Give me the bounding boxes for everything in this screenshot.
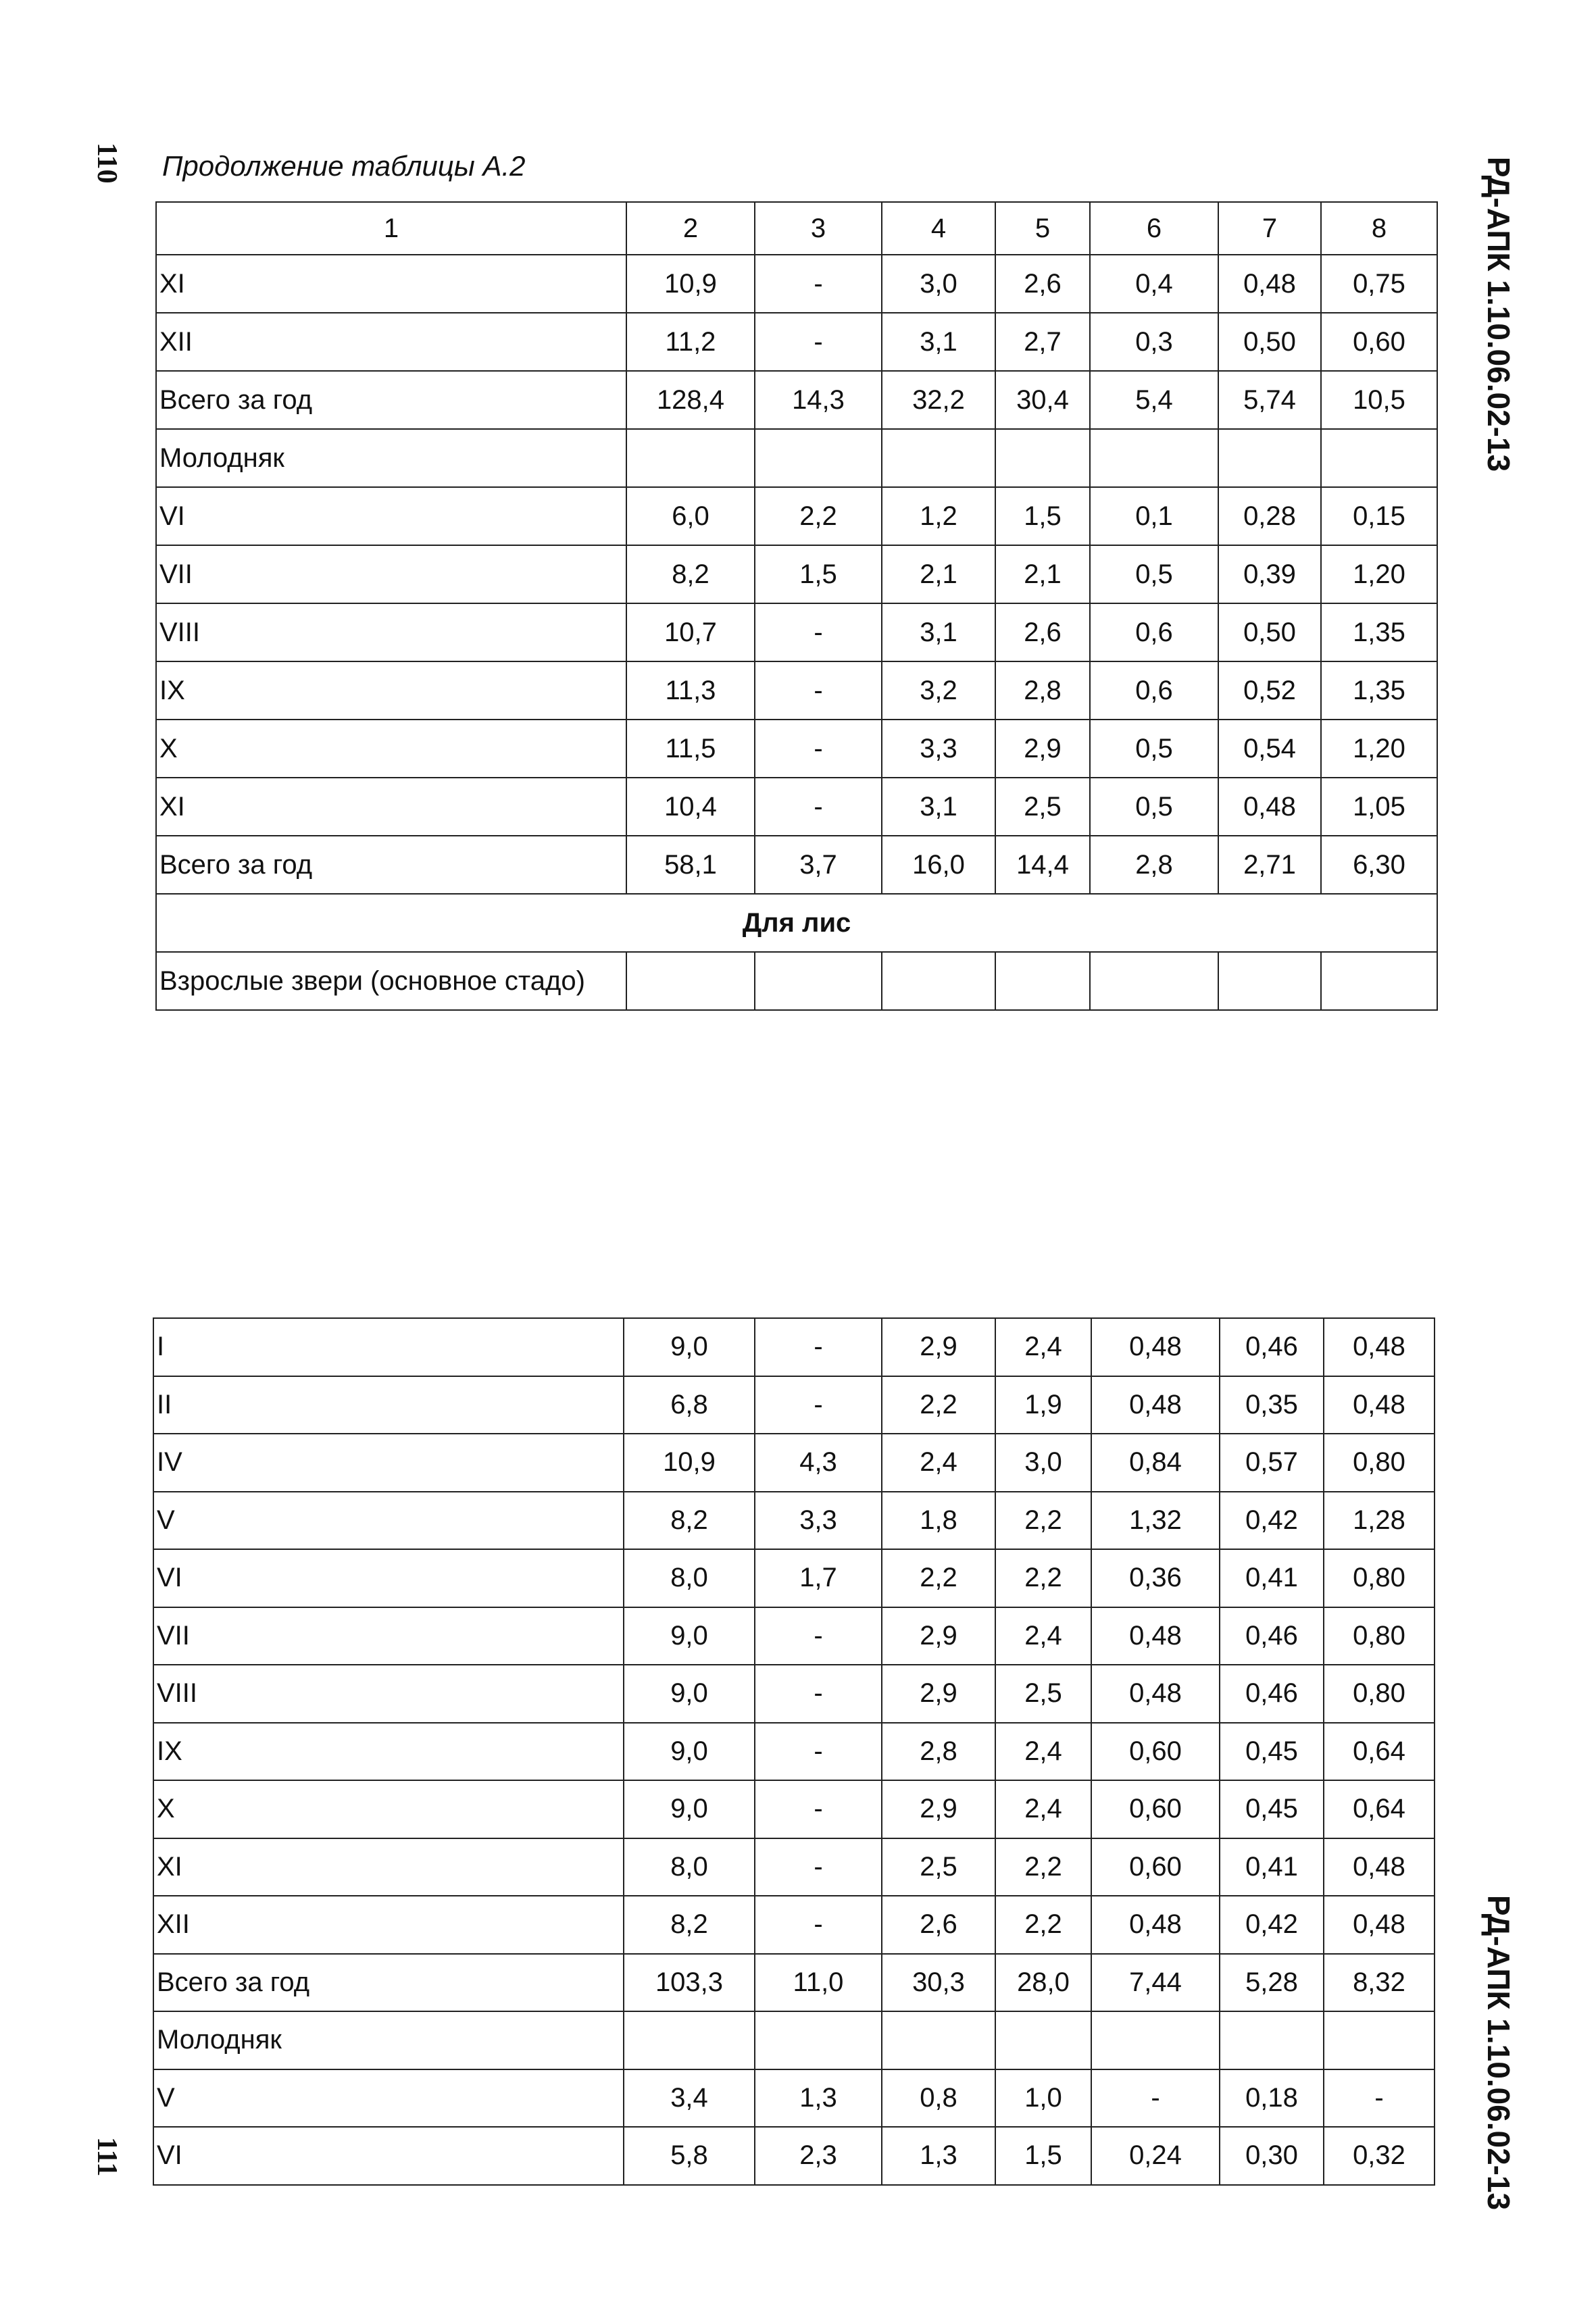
table-cell: 0,24 — [1091, 2127, 1220, 2185]
section-row — [156, 894, 1437, 952]
table-cell: 10,9 — [624, 1434, 755, 1492]
table-cell: - — [1091, 2069, 1220, 2128]
table-cell: 0,36 — [1091, 1549, 1220, 1607]
table-cell: 0,52 — [1218, 661, 1321, 720]
table-bottom — [153, 1317, 1435, 2186]
table-cell: 0,80 — [1324, 1665, 1435, 1723]
table-cell: - — [755, 1896, 882, 1954]
table-row — [156, 720, 1437, 778]
row-label: XI — [156, 255, 626, 313]
table-row — [153, 1896, 1435, 1954]
table-cell: 8,0 — [624, 1549, 755, 1607]
table-cell: 0,39 — [1218, 545, 1321, 603]
table-cell: 0,41 — [1220, 1549, 1324, 1607]
table-cell: 0,50 — [1218, 603, 1321, 661]
table-cell: 2,4 — [995, 1723, 1091, 1781]
table-cell: 0,5 — [1090, 720, 1218, 778]
table-cell: 2,9 — [882, 1780, 995, 1838]
table-cell: 3,3 — [755, 1492, 882, 1550]
row-label: XI — [153, 1838, 624, 1896]
table-cell: 0,57 — [1220, 1434, 1324, 1492]
table-top — [155, 201, 1438, 1011]
header-cell: 8 — [1321, 202, 1437, 255]
table-cell: 3,2 — [882, 661, 995, 720]
section-title: Для лис — [156, 894, 1437, 952]
table-cell: 2,8 — [882, 1723, 995, 1781]
table-row — [153, 1780, 1435, 1838]
table-cell — [995, 2011, 1091, 2069]
table-cell — [1321, 952, 1437, 1010]
table-cell: 9,0 — [624, 1665, 755, 1723]
table-cell: 1,7 — [755, 1549, 882, 1607]
header-cell: 3 — [755, 202, 882, 255]
table-cell: 0,80 — [1324, 1607, 1435, 1665]
table-cell: 1,2 — [882, 487, 995, 545]
table-cell: 0,48 — [1091, 1318, 1220, 1376]
table-cell: 1,3 — [882, 2127, 995, 2185]
row-label: Взрослые звери (основное стадо) — [156, 952, 626, 1010]
table-row — [156, 778, 1437, 836]
table-cell: 0,48 — [1218, 255, 1321, 313]
table-cell: 0,80 — [1324, 1434, 1435, 1492]
header-cell: 7 — [1218, 202, 1321, 255]
table-cell: 28,0 — [995, 1954, 1091, 2012]
table-row — [153, 1434, 1435, 1492]
table-cell: 0,42 — [1220, 1492, 1324, 1550]
table-cell: 10,9 — [626, 255, 755, 313]
row-label: VII — [156, 545, 626, 603]
table-cell: 9,0 — [624, 1723, 755, 1781]
page-number-bottom: 111 — [91, 2137, 122, 2177]
table-cell: 5,74 — [1218, 371, 1321, 429]
row-label: VIII — [153, 1665, 624, 1723]
table-cell: 10,4 — [626, 778, 755, 836]
table-cell: 2,6 — [882, 1896, 995, 1954]
table-cell: 0,5 — [1090, 778, 1218, 836]
table-cell — [1321, 429, 1437, 487]
table-cell — [882, 429, 995, 487]
row-label: IV — [153, 1434, 624, 1492]
table-row — [153, 1607, 1435, 1665]
table-cell: 11,5 — [626, 720, 755, 778]
table-cell: 1,9 — [995, 1376, 1091, 1434]
table-cell — [1220, 2011, 1324, 2069]
table-cell: 0,45 — [1220, 1780, 1324, 1838]
table-cell: 2,6 — [995, 603, 1090, 661]
table-cell: 32,2 — [882, 371, 995, 429]
row-label: V — [153, 2069, 624, 2128]
table-row — [156, 545, 1437, 603]
table-cell — [1218, 952, 1321, 1010]
table-cell: 2,1 — [882, 545, 995, 603]
table-cell: 30,4 — [995, 371, 1090, 429]
table-cell: - — [755, 1376, 882, 1434]
table-cell: 1,3 — [755, 2069, 882, 2128]
table-cell: 2,5 — [995, 778, 1090, 836]
row-label: XII — [153, 1896, 624, 1954]
table-cell: 0,48 — [1091, 1665, 1220, 1723]
table-cell — [995, 952, 1090, 1010]
table-cell: - — [755, 255, 882, 313]
table-cell: 0,46 — [1220, 1665, 1324, 1723]
table-row — [153, 1549, 1435, 1607]
table-cell: 0,18 — [1220, 2069, 1324, 2128]
table-cell: 5,4 — [1090, 371, 1218, 429]
table-cell: 1,5 — [995, 2127, 1091, 2185]
table-row — [156, 371, 1437, 429]
page-number-top: 110 — [91, 143, 122, 184]
table-cell: 0,3 — [1090, 313, 1218, 371]
table-cell: 0,48 — [1324, 1896, 1435, 1954]
row-label: Всего за год — [156, 371, 626, 429]
row-label: Всего за год — [156, 836, 626, 894]
table-cell: - — [755, 1607, 882, 1665]
table-cell: 0,42 — [1220, 1896, 1324, 1954]
table-cell — [882, 952, 995, 1010]
table-cell: 3,3 — [882, 720, 995, 778]
table-cell: 2,4 — [995, 1607, 1091, 1665]
row-label: IX — [156, 661, 626, 720]
table-cell: 0,48 — [1091, 1896, 1220, 1954]
table-cell: 1,32 — [1091, 1492, 1220, 1550]
table-cell: 11,3 — [626, 661, 755, 720]
table-cell: 0,60 — [1091, 1780, 1220, 1838]
table-cell: 0,48 — [1091, 1376, 1220, 1434]
table-cell: 0,54 — [1218, 720, 1321, 778]
table-cell: 1,20 — [1321, 545, 1437, 603]
table-cell: 103,3 — [624, 1954, 755, 2012]
table-cell — [755, 2011, 882, 2069]
table-cell: 10,7 — [626, 603, 755, 661]
table-cell: 3,0 — [882, 255, 995, 313]
table-row — [156, 255, 1437, 313]
table-cell: 14,3 — [755, 371, 882, 429]
table-cell: - — [755, 778, 882, 836]
table-cell: - — [755, 1318, 882, 1376]
header-cell: 6 — [1090, 202, 1218, 255]
header-cell: 2 — [626, 202, 755, 255]
table-cell: 0,60 — [1321, 313, 1437, 371]
row-label: VII — [153, 1607, 624, 1665]
table-cell: 8,0 — [624, 1838, 755, 1896]
table-cell: 0,46 — [1220, 1607, 1324, 1665]
table-cell: 0,60 — [1091, 1838, 1220, 1896]
table-cell: 0,1 — [1090, 487, 1218, 545]
table-row — [153, 1376, 1435, 1434]
table-cell: 2,71 — [1218, 836, 1321, 894]
table-cell: 0,48 — [1218, 778, 1321, 836]
table-cell — [1324, 2011, 1435, 2069]
table-cell: 0,50 — [1218, 313, 1321, 371]
table-row — [153, 1665, 1435, 1723]
table-row — [156, 603, 1437, 661]
table-cell — [1090, 952, 1218, 1010]
table-cell: 2,9 — [995, 720, 1090, 778]
table-cell: 16,0 — [882, 836, 995, 894]
table-cell: 2,1 — [995, 545, 1090, 603]
table-cell: 0,15 — [1321, 487, 1437, 545]
row-label: I — [153, 1318, 624, 1376]
table-cell: 9,0 — [624, 1780, 755, 1838]
table-cell: 0,75 — [1321, 255, 1437, 313]
table-header-row — [156, 202, 1437, 255]
header-cell: 5 — [995, 202, 1090, 255]
row-label: Всего за год — [153, 1954, 624, 2012]
table-cell: 0,64 — [1324, 1780, 1435, 1838]
table-cell: 0,32 — [1324, 2127, 1435, 2185]
row-label: VI — [156, 487, 626, 545]
table-cell: 2,7 — [995, 313, 1090, 371]
table-cell: 2,8 — [995, 661, 1090, 720]
table-cell: 6,30 — [1321, 836, 1437, 894]
table-cell: - — [755, 720, 882, 778]
table-cell: 2,2 — [995, 1549, 1091, 1607]
table-cell: 1,35 — [1321, 661, 1437, 720]
table-cell: 0,48 — [1324, 1376, 1435, 1434]
table-cell: 0,45 — [1220, 1723, 1324, 1781]
table-cell: 1,8 — [882, 1492, 995, 1550]
table-cell: 0,30 — [1220, 2127, 1324, 2185]
table-cell: 1,20 — [1321, 720, 1437, 778]
table-cell: 2,3 — [755, 2127, 882, 2185]
table-cell: 128,4 — [626, 371, 755, 429]
table-cell: 0,48 — [1324, 1318, 1435, 1376]
table-cell: 1,35 — [1321, 603, 1437, 661]
table-cell: 9,0 — [624, 1318, 755, 1376]
table-row — [153, 1838, 1435, 1896]
table-cell — [626, 429, 755, 487]
table-row — [153, 1954, 1435, 2012]
row-label: X — [156, 720, 626, 778]
table-cell: 3,1 — [882, 603, 995, 661]
table-cell — [882, 2011, 995, 2069]
table-row — [156, 952, 1437, 1010]
table-cell: 2,2 — [755, 487, 882, 545]
table-cell: 0,48 — [1091, 1607, 1220, 1665]
table-cell: - — [755, 1838, 882, 1896]
row-label: Молодняк — [156, 429, 626, 487]
row-label: Молодняк — [153, 2011, 624, 2069]
table-cell — [995, 429, 1090, 487]
table-cell: - — [1324, 2069, 1435, 2128]
table-cell: 7,44 — [1091, 1954, 1220, 2012]
table-cell — [1090, 429, 1218, 487]
table-cell: 0,28 — [1218, 487, 1321, 545]
header-cell: 1 — [156, 202, 626, 255]
table-cell: 3,4 — [624, 2069, 755, 2128]
table-cell: 0,35 — [1220, 1376, 1324, 1434]
table-cell: 2,4 — [882, 1434, 995, 1492]
table-cell: 1,5 — [755, 545, 882, 603]
table-cell: 1,05 — [1321, 778, 1437, 836]
document-id-bottom: РД-АПК 1.10.06.02-13 — [1481, 1894, 1516, 2211]
table-cell: 0,64 — [1324, 1723, 1435, 1781]
table-cell: 2,5 — [882, 1838, 995, 1896]
document-id-top: РД-АПК 1.10.06.02-13 — [1481, 156, 1516, 472]
table-cell: 0,41 — [1220, 1838, 1324, 1896]
table-cell: 2,2 — [882, 1549, 995, 1607]
table-row — [153, 2069, 1435, 2128]
table-cell: 0,48 — [1324, 1838, 1435, 1896]
table-cell: 0,6 — [1090, 661, 1218, 720]
row-label: X — [153, 1780, 624, 1838]
table-cell: 58,1 — [626, 836, 755, 894]
table-cell: 0,6 — [1090, 603, 1218, 661]
table-cell: 9,0 — [624, 1607, 755, 1665]
table-row — [156, 661, 1437, 720]
table-cell: 0,5 — [1090, 545, 1218, 603]
table-cell: 1,28 — [1324, 1492, 1435, 1550]
table-cell: 3,1 — [882, 778, 995, 836]
table-cell: 2,8 — [1090, 836, 1218, 894]
row-label: II — [153, 1376, 624, 1434]
table-cell: - — [755, 1723, 882, 1781]
table-cell: 11,0 — [755, 1954, 882, 2012]
table-cell — [755, 429, 882, 487]
table-row — [153, 1723, 1435, 1781]
table-row — [153, 2011, 1435, 2069]
table-cell: 6,0 — [626, 487, 755, 545]
table-cell: 0,80 — [1324, 1549, 1435, 1607]
table-cell: 1,5 — [995, 487, 1090, 545]
row-label: XI — [156, 778, 626, 836]
table-caption: Продолжение таблицы А.2 — [162, 150, 526, 182]
table-cell: 8,32 — [1324, 1954, 1435, 2012]
table-cell: 2,9 — [882, 1318, 995, 1376]
table-cell: 0,8 — [882, 2069, 995, 2128]
table-cell: 8,2 — [626, 545, 755, 603]
table-cell — [1218, 429, 1321, 487]
table-cell: 3,7 — [755, 836, 882, 894]
table-cell: 8,2 — [624, 1896, 755, 1954]
table-cell: 4,3 — [755, 1434, 882, 1492]
row-label: VI — [153, 1549, 624, 1607]
table-cell: 2,9 — [882, 1665, 995, 1723]
table-cell: 0,46 — [1220, 1318, 1324, 1376]
table-row — [156, 313, 1437, 371]
table-cell: 2,4 — [995, 1318, 1091, 1376]
table-cell — [626, 952, 755, 1010]
table-row — [156, 429, 1437, 487]
table-row — [156, 836, 1437, 894]
table-cell: 3,1 — [882, 313, 995, 371]
table-cell: 2,6 — [995, 255, 1090, 313]
row-label: XII — [156, 313, 626, 371]
row-label: IX — [153, 1723, 624, 1781]
table-cell: 2,5 — [995, 1665, 1091, 1723]
table-row — [153, 2127, 1435, 2185]
table-cell: 5,8 — [624, 2127, 755, 2185]
table-cell: - — [755, 1780, 882, 1838]
table-cell — [755, 952, 882, 1010]
table-cell: 8,2 — [624, 1492, 755, 1550]
table-cell: 6,8 — [624, 1376, 755, 1434]
table-cell: - — [755, 661, 882, 720]
table-cell: 2,9 — [882, 1607, 995, 1665]
table-cell: 14,4 — [995, 836, 1090, 894]
table-cell: - — [755, 1665, 882, 1723]
table-cell: - — [755, 603, 882, 661]
table-cell — [1091, 2011, 1220, 2069]
table-cell: 0,60 — [1091, 1723, 1220, 1781]
table-cell: 2,2 — [882, 1376, 995, 1434]
table-cell: 0,4 — [1090, 255, 1218, 313]
table-cell: 3,0 — [995, 1434, 1091, 1492]
header-cell: 4 — [882, 202, 995, 255]
row-label: VIII — [156, 603, 626, 661]
table-cell — [624, 2011, 755, 2069]
table-cell: 11,2 — [626, 313, 755, 371]
table-cell: 2,2 — [995, 1492, 1091, 1550]
table-cell: 2,4 — [995, 1780, 1091, 1838]
table-cell: 1,0 — [995, 2069, 1091, 2128]
table-cell: 30,3 — [882, 1954, 995, 2012]
table-cell: 2,2 — [995, 1896, 1091, 1954]
table-cell: - — [755, 313, 882, 371]
table-row — [153, 1492, 1435, 1550]
table-cell: 0,84 — [1091, 1434, 1220, 1492]
table-cell: 5,28 — [1220, 1954, 1324, 2012]
row-label: V — [153, 1492, 624, 1550]
table-row — [153, 1318, 1435, 1376]
table-cell: 10,5 — [1321, 371, 1437, 429]
row-label: VI — [153, 2127, 624, 2185]
table-row — [156, 487, 1437, 545]
table-cell: 2,2 — [995, 1838, 1091, 1896]
